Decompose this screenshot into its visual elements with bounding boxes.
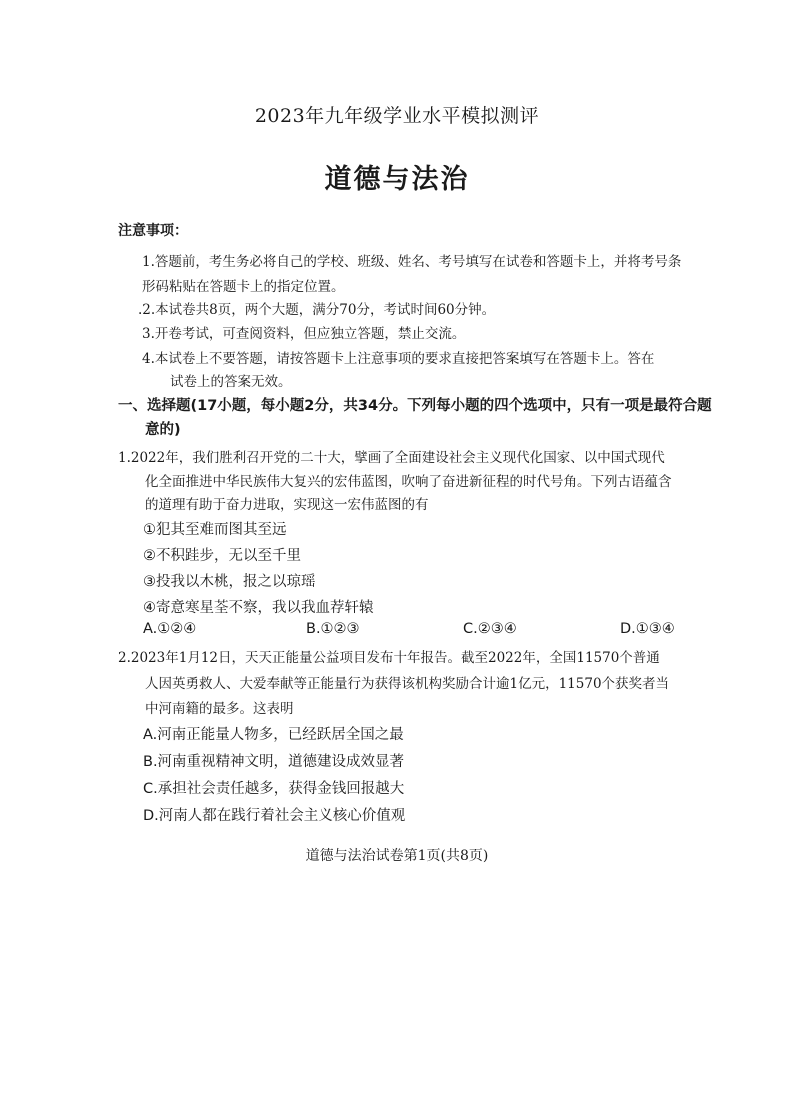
section-1-heading-line-2: 意的) <box>145 422 181 438</box>
question-1-statement: ②不积跬步，无以至千里 <box>143 548 301 564</box>
question-1-stem-line-2: 化全面推进中华民族伟大复兴的宏伟蓝图，吹响了奋进新征程的时代号角。下列古语蕴含 <box>145 474 672 490</box>
notice-item-1-line-1: 1.答题前，考生务必将自己的学校、班级、姓名、考号填写在试卷和答题卡上，并将考号条 <box>142 254 682 270</box>
notice-item-2: .2.本试卷共8页，两个大题，满分70分，考试时间60分钟。 <box>138 302 496 318</box>
notice-item-4-line-1: 4.本试卷上不要答题，请按答题卡上注意事项的要求直接把答案填写在答题卡上。答在 <box>142 351 655 367</box>
question-2-option-d: D.河南人都在践行着社会主义核心价值观 <box>143 808 406 824</box>
question-1-statement: ①犯其至难而图其至远 <box>143 522 287 538</box>
question-1-stem-line-1: 1.2022年，我们胜利召开党的二十大，擘画了全面建设社会主义现代化国家、以中国式现代 <box>118 450 665 466</box>
page-footer: 道德与法治试卷第1页(共8页) <box>305 848 489 864</box>
notice-item-3: 3.开卷考试，可查阅资料，但应独立答题，禁止交流。 <box>142 326 466 342</box>
section-1-heading-line-1: 一、选择题(17小题，每小题2分，共34分。下列每小题的四个选项中，只有一项是最符合题 <box>118 398 712 414</box>
exam-subtitle: 2023年九年级学业水平模拟测评 <box>254 105 540 127</box>
question-1-statement: ④寄意寒星荃不察，我以我血荐轩辕 <box>143 600 374 616</box>
question-1-option-d: D.①③④ <box>620 621 675 637</box>
notice-heading: 注意事项： <box>118 223 188 239</box>
question-2-option-a: A.河南正能量人物多，已经跃居全国之最 <box>143 727 404 743</box>
question-1-option-c: C.②③④ <box>463 621 517 637</box>
question-1-statement: ③投我以木桃，报之以琼瑶 <box>143 574 316 590</box>
notice-item-1-line-2: 形码粘贴在答题卡上的指定位置。 <box>142 279 345 295</box>
exam-title: 道德与法治 <box>324 164 470 195</box>
question-1-stem-line-3: 的道理有助于奋力进取，实现这一宏伟蓝图的有 <box>145 497 429 513</box>
question-2-option-b: B.河南重视精神文明，道德建设成效显著 <box>143 754 405 770</box>
question-2-stem-line-3: 中河南籍的最多。这表明 <box>145 701 294 717</box>
question-1-option-b: B.①②③ <box>306 621 360 637</box>
question-2-stem-line-1: 2.2023年1月12日，天天正能量公益项目发布十年报告。截至2022年，全国11570个普通 <box>118 650 660 666</box>
notice-item-4-line-2: 试卷上的答案无效。 <box>170 374 292 390</box>
question-1-option-a: A.①②④ <box>143 621 197 637</box>
question-2-option-c: C.承担社会责任越多，获得金钱回报越大 <box>143 781 405 797</box>
question-2-stem-line-2: 人因英勇救人、大爱奉献等正能量行为获得该机构奖励合计逾1亿元，11570个获奖者当 <box>145 676 670 692</box>
